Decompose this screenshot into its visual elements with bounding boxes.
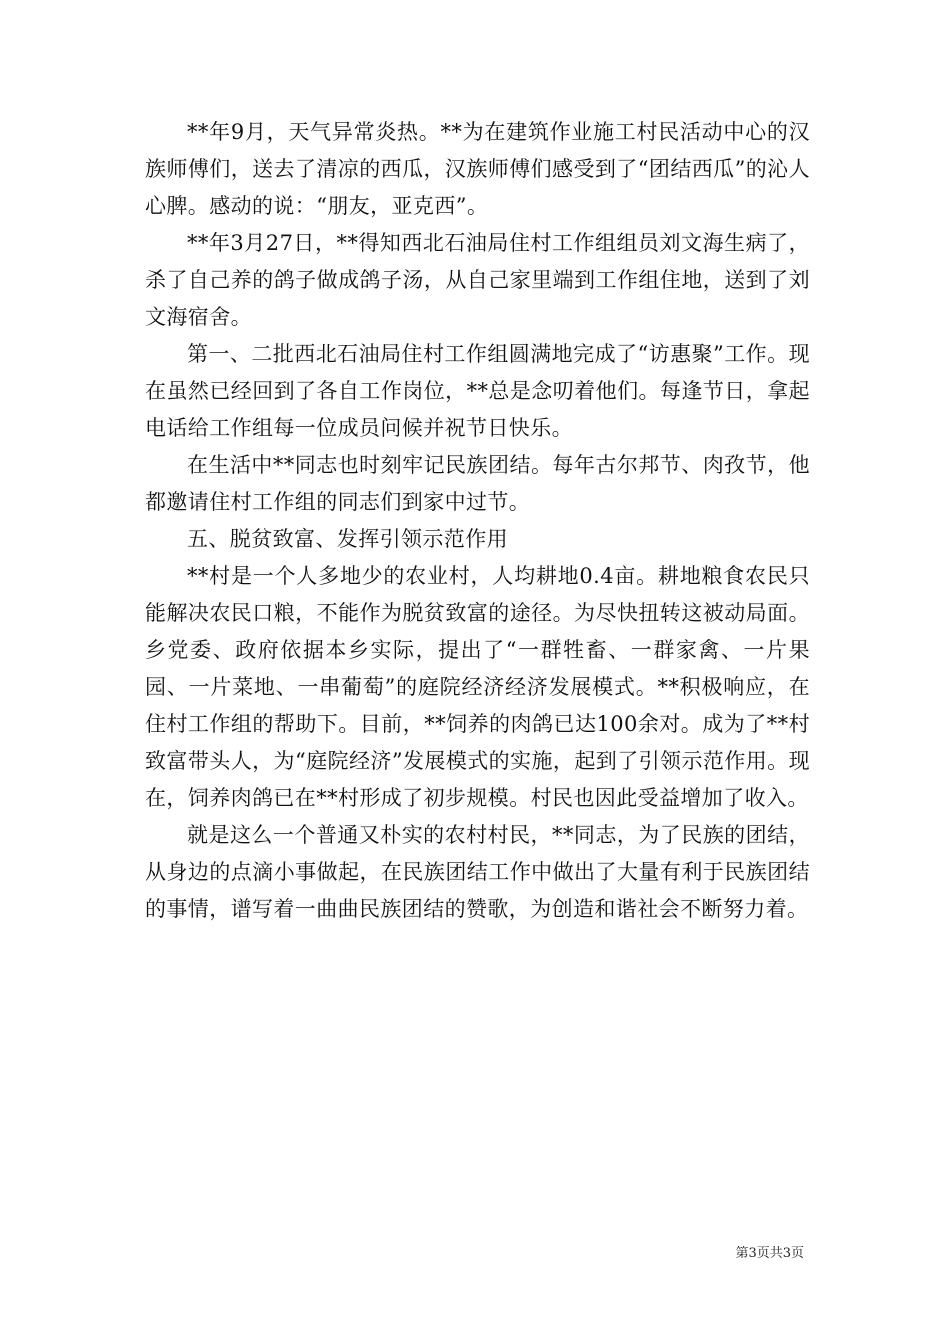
paragraph-pigeon-soup: **年3月27日，**得知西北石油局住村工作组组员刘文海生病了，杀了自己养的鸽子做成鸽子汤，从自己家里端到工作组住地，送到了刘文海宿舍。 — [145, 231, 810, 329]
paragraph-festivals: 在生活中**同志也时刻牢记民族团结。每年古尔邦节、肉孜节，他都邀请住村工作组的同志们到家中过节。 — [145, 453, 810, 514]
paragraph-watermelon: **年9月，天气异常炎热。**为在建筑作业施工村民活动中心的汉族师傅们，送去了清凉的西瓜，汉族师傅们感受到了“团结西瓜”的沁人心脾。感动的说：“朋友，亚克西”。 — [145, 120, 810, 218]
paragraph-work-team: 第一、二批西北石油局住村工作组圆满地完成了“访惠聚”工作。现在虽然已经回到了各自工作岗位，**总是念叨着他们。每逢节日，拿起电话给工作组每一位成员问候并祝节日快乐。 — [145, 342, 810, 440]
paragraph-conclusion: 就是这么一个普通又朴实的农村村民，**同志，为了民族的团结，从身边的点滴小事做起，在民族团结工作中做出了大量有利于民族团结的事情，谱写着一曲曲民族团结的赞歌，为创造和谐社会不断努力着。 — [145, 823, 810, 921]
section-heading-five: 五、脱贫致富、发挥引领示范作用 — [187, 527, 508, 551]
paragraph-courtyard-economy: **村是一个人多地少的农业村，人均耕地0.4亩。耕地粮食农民只能解决农民口粮，不能作为脱贫致富的途径。为尽快扭转这被动局面。乡党委、政府依据本乡实际，提出了“一群牲畜、一群家禽、一片果园、一片菜地、一串葡萄”的庭院经济经济发展模式。**积极响应，在住村工作组的帮助下。目前，**饲养的肉鸽已达100余对。成为了**村致富带头人，为“庭院经济”发展模式的实施，起到了引领示范作用。现在，饲养肉鸽已在**村形成了初步规模。村民也因此受益增加了收入。 — [145, 564, 810, 810]
document-body — [145, 114, 810, 928]
page-number-footer: 第3页共3页 — [735, 1246, 804, 1261]
